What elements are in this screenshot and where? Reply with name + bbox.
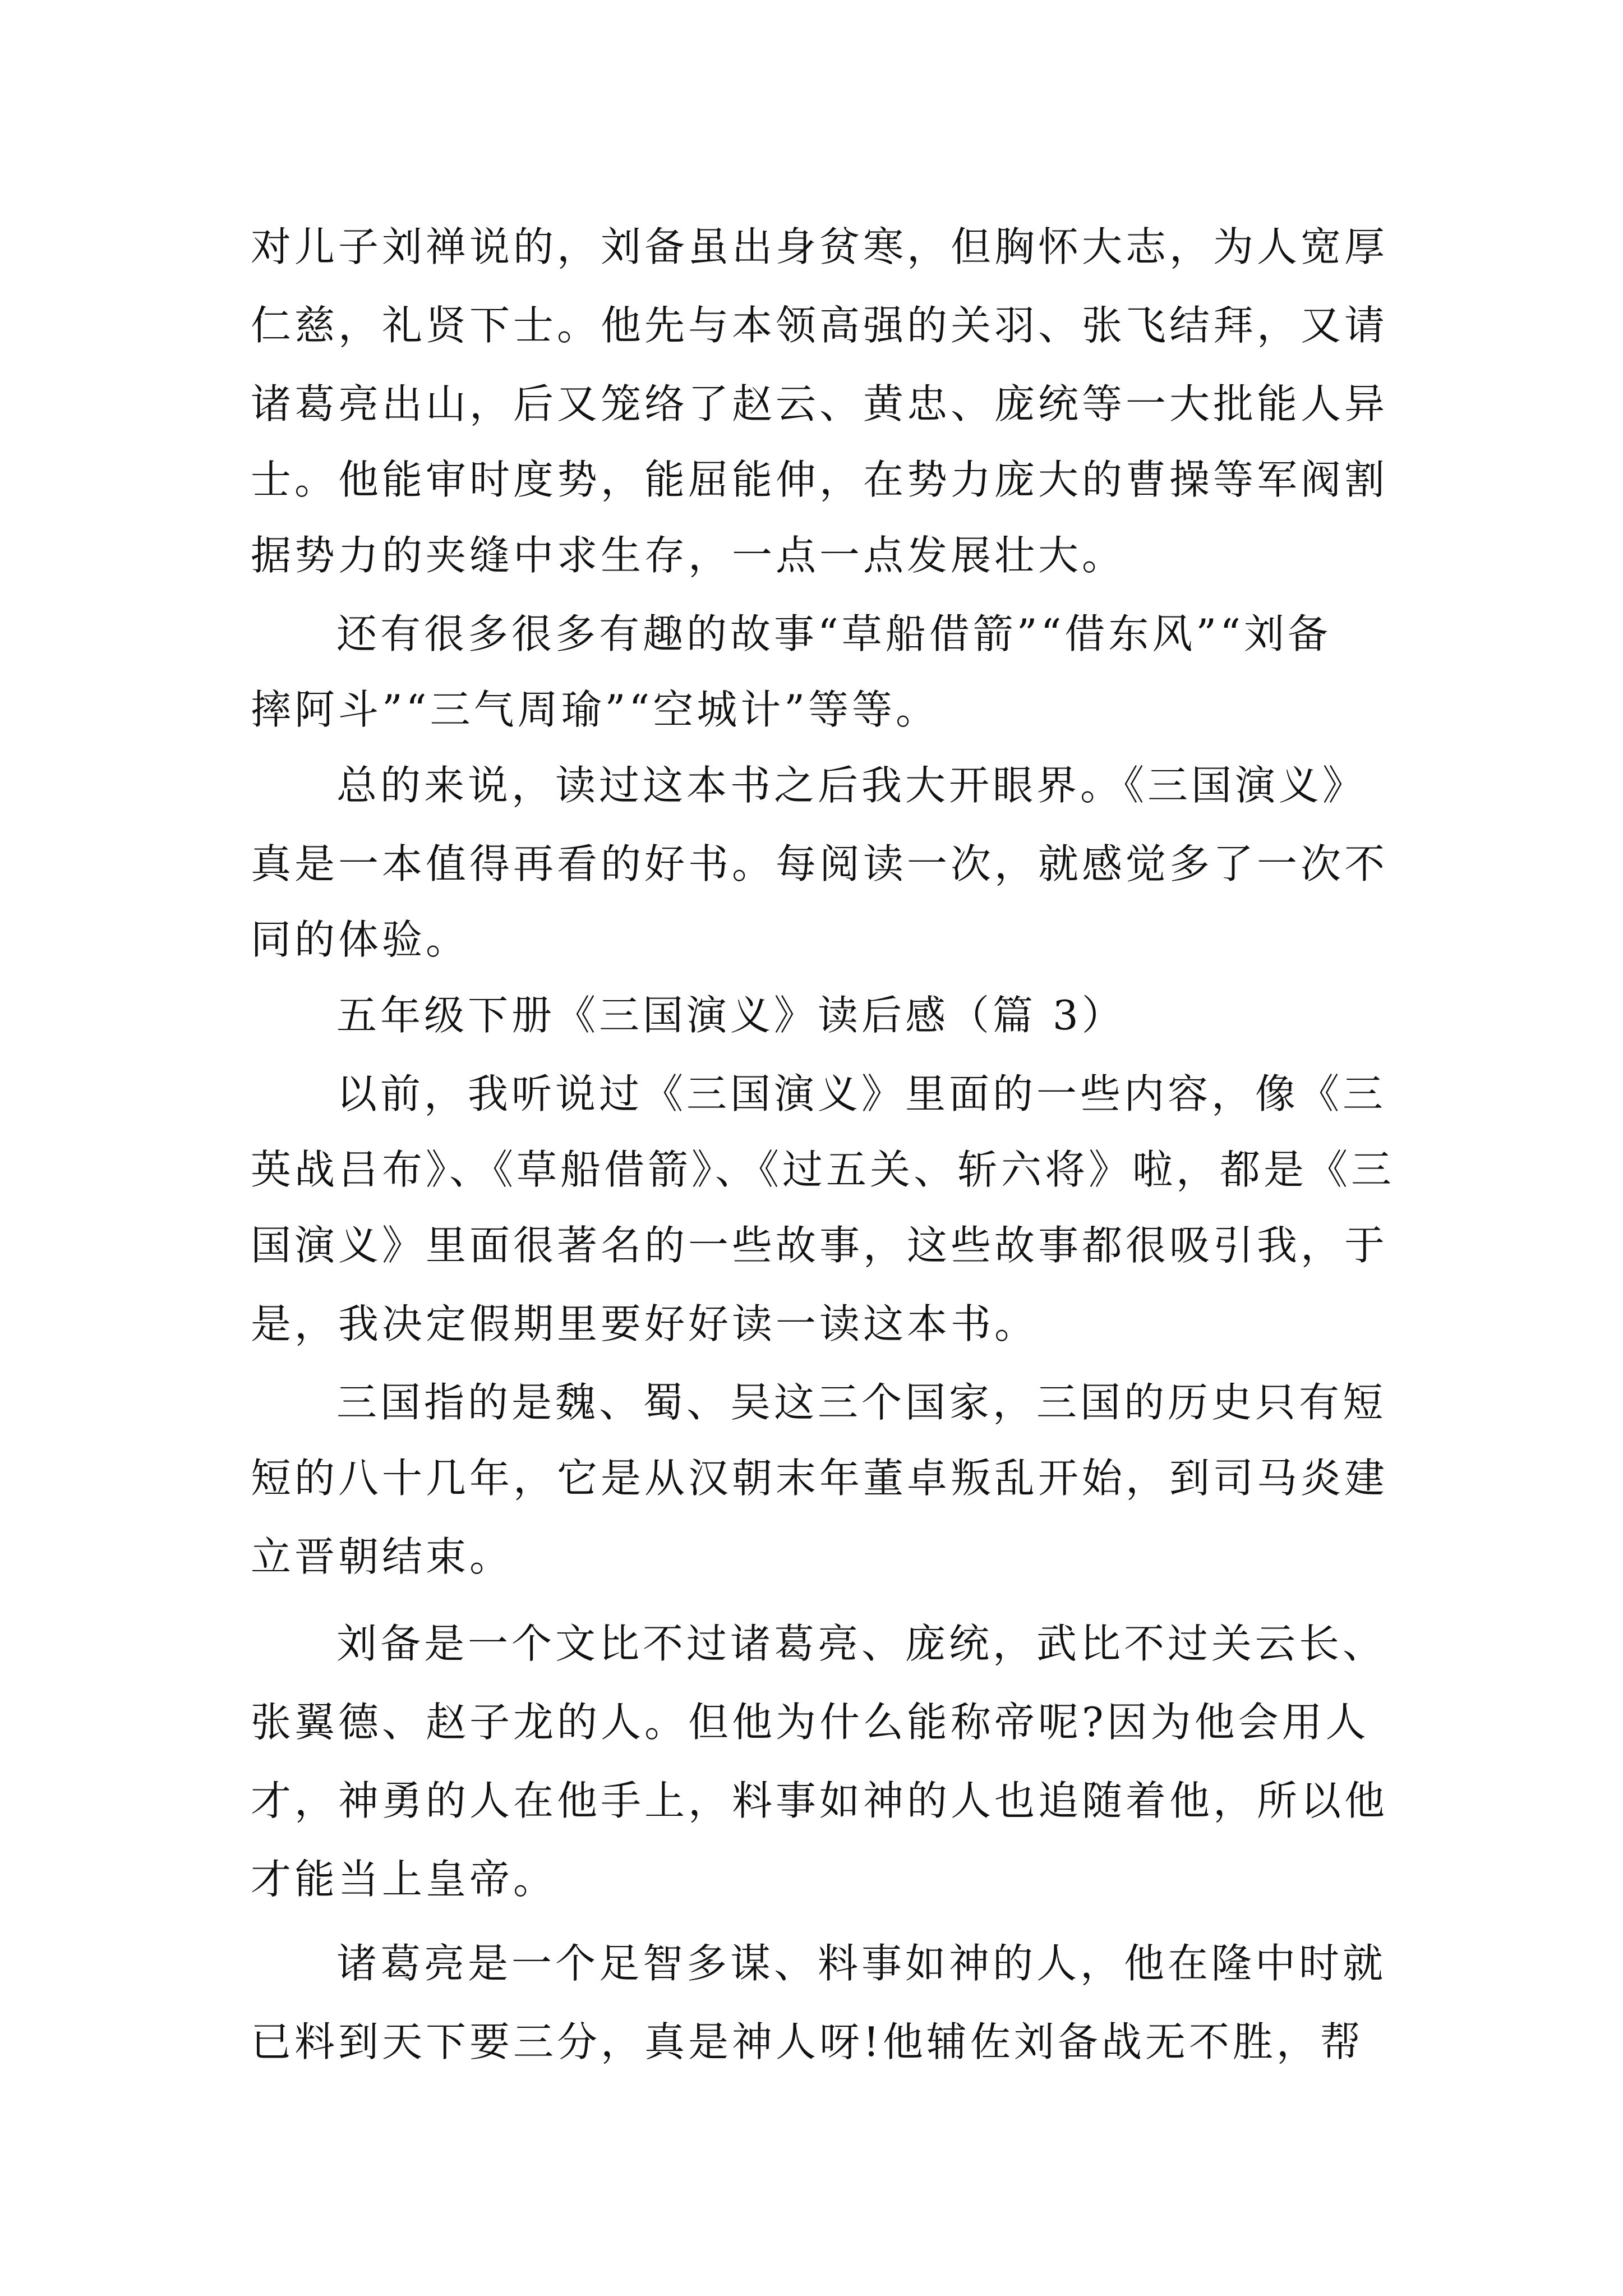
paragraph-start-line: 还有很多很多有趣的故事“草船借箭”“借东风”“刘备: [336, 610, 1332, 657]
paragraph-start-line: 诸葛亮是一个足智多谋、料事如神的人，他在隆中时就: [336, 1940, 1387, 1987]
paragraph-start-line: 以前，我听说过《三国演义》里面的一些内容，像《三: [336, 1070, 1387, 1117]
paragraph-start-line: 总的来说，读过这本书之后我大开眼界。《三国演义》: [336, 762, 1367, 809]
text-line: 据势力的夹缝中求生存，一点一点发展壮大。: [251, 532, 1126, 579]
text-line: 真是一本值得再看的好书。每阅读一次，就感觉多了一次不: [251, 840, 1389, 887]
text-line: 是，我决定假期里要好好读一读这本书。: [251, 1300, 1039, 1347]
text-line: 才，神勇的人在他手上，料事如神的人也追随着他，所以他: [251, 1777, 1389, 1824]
section-heading: 五年级下册《三国演义》读后感（篇 3）: [336, 992, 1126, 1039]
text-line: 国演义》里面很著名的一些故事，这些故事都很吸引我，于: [251, 1222, 1389, 1269]
text-line: 才能当上皇帝。: [251, 1856, 557, 1903]
text-line: 士。他能审时度势，能屈能伸，在势力庞大的曹操等军阀割: [251, 456, 1389, 503]
text-line: 摔阿斗”“三气周瑜”“空城计”等等。: [251, 686, 940, 733]
text-line: 对儿子刘禅说的，刘备虽出身贫寒，但胸怀大志，为人宽厚: [251, 223, 1389, 270]
text-line: 仁慈，礼贤下士。他先与本领高强的关羽、张飞结拜，又请: [251, 302, 1389, 349]
text-line: 同的体验。: [251, 916, 470, 963]
paragraph-start-line: 三国指的是魏、蜀、吴这三个国家，三国的历史只有短: [336, 1379, 1387, 1426]
text-line: 已料到天下要三分，真是神人呀!他辅佐刘备战无不胜，帮: [251, 2018, 1364, 2065]
text-line: 英战吕布》、《草船借箭》、《过五关、斩六将》啦，都是《三: [251, 1146, 1395, 1193]
text-line: 短的八十几年，它是从汉朝末年董卓叛乱开始，到司马炎建: [251, 1455, 1389, 1502]
text-line: 张翼德、赵子龙的人。但他为什么能称帝呢?因为他会用人: [251, 1699, 1370, 1746]
text-line: 诸葛亮出山，后又笼络了赵云、黄忠、庞统等一大批能人异: [251, 380, 1389, 427]
text-line: 立晋朝结束。: [251, 1533, 514, 1580]
paragraph-start-line: 刘备是一个文比不过诸葛亮、庞统，武比不过关云长、: [336, 1620, 1387, 1667]
